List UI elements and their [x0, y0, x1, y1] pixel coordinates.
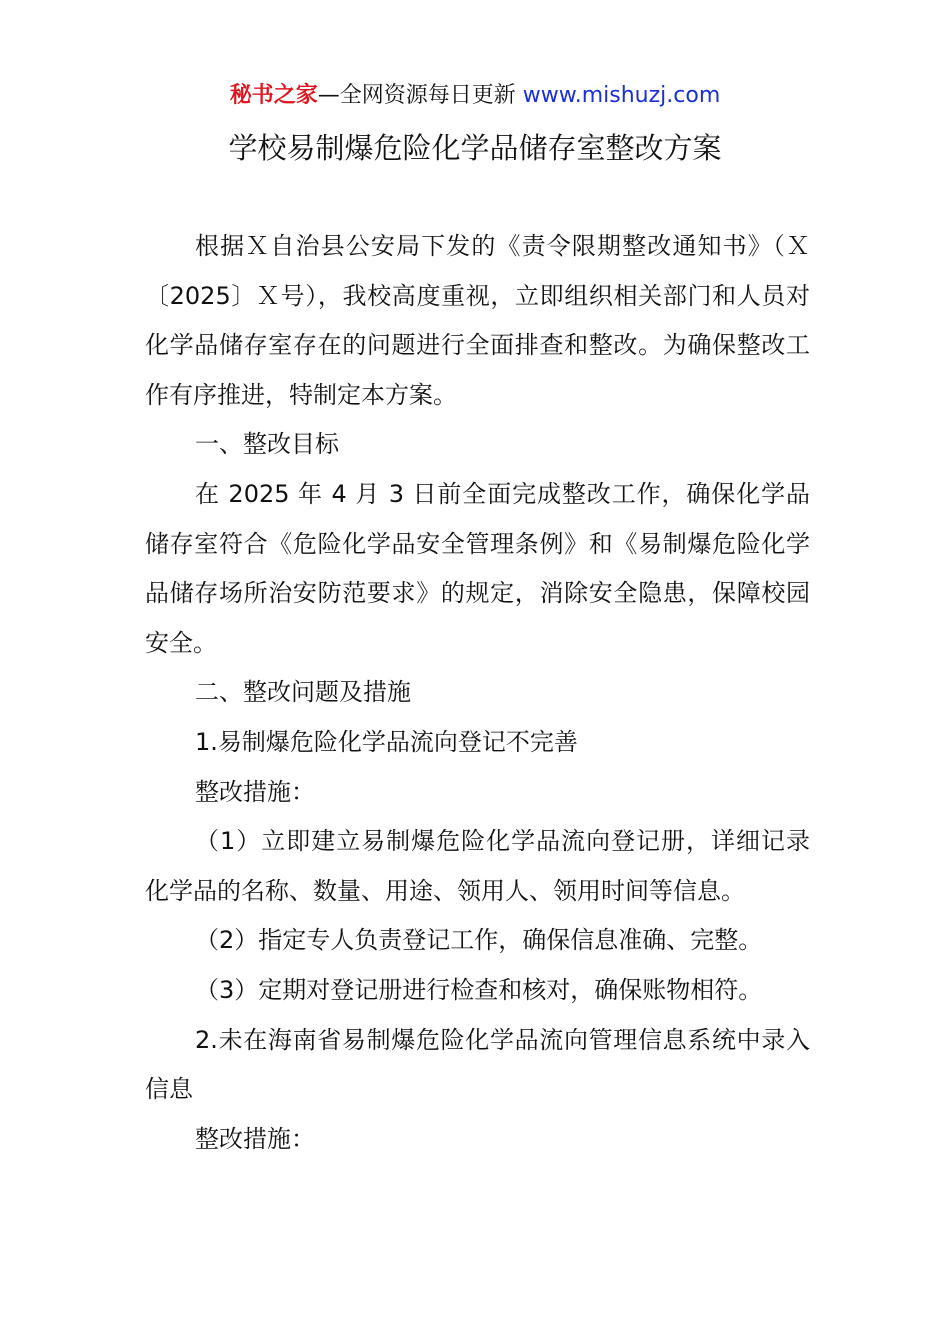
intro-paragraph: 根据Ｘ自治县公安局下发的《责令限期整改通知书》（Ｘ〔2025〕Ｘ号），我校高度重视，立即组织相关部门和人员对化学品储存室存在的问题进行全面排查和整改。为确保整改工作有序推进，特制定本方案。 — [145, 232, 810, 409]
measure-item-3: （3）定期对登记册进行检查和核对，确保账物相符。 — [195, 975, 763, 1004]
site-url-link[interactable]: www.mishuzj.com — [522, 83, 721, 108]
issue-heading-1: 1.易制爆危险化学品流向登记不完善 — [195, 727, 578, 756]
document-title: 学校易制爆危险化学品储存室整改方案 — [228, 131, 722, 165]
brand-name: 秘书之家 — [229, 83, 318, 108]
header-tagline: —全网资源每日更新 — [317, 83, 516, 108]
document-body — [145, 222, 810, 1164]
issue-heading-2: 2.未在海南省易制爆危险化学品流向管理信息系统中录入信息 — [145, 1025, 810, 1104]
measure-item-1: （1）立即建立易制爆危险化学品流向登记册，详细记录化学品的名称、数量、用途、领用人、领用时间等信息。 — [145, 827, 810, 905]
section-heading-issues: 二、整改问题及措施 — [195, 678, 411, 707]
goal-paragraph: 在 2025 年 4 月 3 日前全面完成整改工作，确保化学品储存室符合《危险化学品安全管理条例》和《易制爆危险化学品储存场所治安防范要求》的规定，消除安全隐患，保障校园安全。 — [145, 479, 810, 657]
measure-item-2: （2）指定专人负责登记工作，确保信息准确、完整。 — [195, 926, 763, 955]
measures-label-2: 整改措施： — [195, 1124, 315, 1153]
measures-label-1: 整改措施： — [195, 777, 315, 806]
section-heading-goal: 一、整改目标 — [195, 430, 339, 459]
site-header — [0, 80, 950, 112]
